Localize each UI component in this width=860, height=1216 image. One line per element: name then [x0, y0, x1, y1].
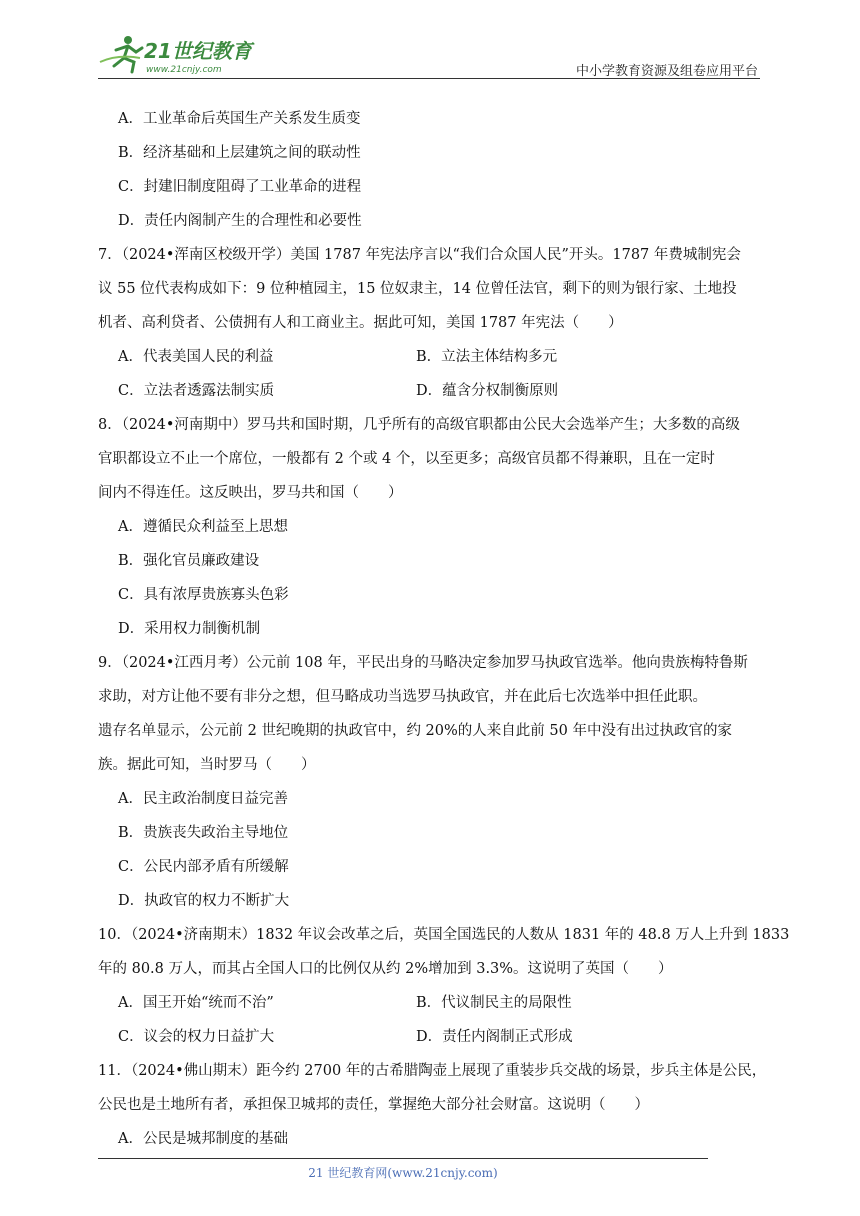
- question-9-line-3: 遗存名单显示，公元前 2 世纪晚期的执政官中，约 20%的人来自此前 50 年中没有出过执政官的家: [98, 723, 732, 739]
- question-11-line-2: 公民也是土地所有者，承担保卫城邦的责任，掌握绝大部分社会财富。这说明（ ）: [98, 1097, 649, 1113]
- question-9-option-c[interactable]: C．公民内部矛盾有所缓解: [118, 859, 289, 875]
- question-7-option-c[interactable]: C．立法者透露法制实质: [118, 383, 275, 399]
- question-11-option-a[interactable]: A．公民是城邦制度的基础: [118, 1131, 288, 1147]
- question-10-option-a[interactable]: A．国王开始“统而不治”: [118, 995, 274, 1011]
- question-9-option-d[interactable]: D．执政官的权力不断扩大: [118, 893, 290, 909]
- question-10-options-row-2: [98, 1020, 764, 1054]
- option-prev-a[interactable]: A．工业革命后英国生产关系发生质变: [118, 111, 361, 127]
- question-8-line-1: 8．（2024•河南期中）罗马共和国时期，几乎所有的高级官职都由公民大会选举产生；大多数的高级: [98, 417, 740, 433]
- option-prev-b[interactable]: B．经济基础和上层建筑之间的联动性: [118, 145, 361, 161]
- question-7-line-3: 机者、高利贷者、公债拥有人和工商业主。据此可知，美国 1787 年宪法（ ）: [98, 315, 623, 331]
- question-8-option-a[interactable]: A．遵循民众利益至上思想: [118, 519, 288, 535]
- logo-url: www.21cnjy.com: [146, 65, 222, 75]
- question-9-option-a[interactable]: A．民主政治制度日益完善: [118, 791, 288, 807]
- question-10-line-2: 年的 80.8 万人，而其占全国人口的比例仅从约 2%增加到 3.3%。这说明了英国（ ）: [98, 961, 673, 977]
- question-10-options-row-1: [98, 986, 764, 1020]
- footer-divider: [98, 1158, 708, 1159]
- question-9-line-1: 9．（2024•江西月考）公元前 108 年，平民出身的马略决定参加罗马执政官选举。他向贵族梅特鲁斯: [98, 655, 748, 671]
- option-prev-d[interactable]: D．责任内阁制产生的合理性和必要性: [118, 213, 362, 229]
- question-10-option-d[interactable]: D．责任内阁制正式形成: [416, 1029, 573, 1045]
- question-7-options-row-1: [98, 340, 764, 374]
- question-9-option-b[interactable]: B．贵族丧失政治主导地位: [118, 825, 289, 841]
- question-7-options-row-2: [98, 374, 764, 408]
- question-8-line-3: 间内不得连任。这反映出，罗马共和国（ ）: [98, 485, 403, 501]
- question-7-option-a[interactable]: A．代表美国人民的利益: [118, 349, 274, 365]
- question-9-line-2: 求助，对方让他不要有非分之想，但马略成功当选罗马执政官，并在此后七次选举中担任此职。: [98, 689, 707, 705]
- question-9-line-4: 族。据此可知，当时罗马（ ）: [98, 757, 316, 773]
- page-header: [98, 32, 758, 82]
- option-prev-c[interactable]: C．封建旧制度阻碍了工业革命的进程: [118, 179, 362, 195]
- question-7-line-1: 7．（2024•浑南区校级开学）美国 1787 年宪法序言以“我们合众国人民”开头。1787 年费城制宪会: [98, 247, 741, 263]
- question-7-option-b[interactable]: B．立法主体结构多元: [416, 349, 558, 365]
- question-8-option-d[interactable]: D．采用权力制衡机制: [118, 621, 261, 637]
- platform-title: 中小学教育资源及组卷应用平台: [575, 64, 758, 79]
- question-7-line-2: 议 55 位代表构成如下：9 位种植园主，15 位奴隶主，14 位曾任法官，剩下的则为银行家、土地投: [98, 281, 737, 297]
- question-10-option-c[interactable]: C．议会的权力日益扩大: [118, 1029, 275, 1045]
- question-content: [98, 102, 790, 1156]
- question-7-option-d[interactable]: D．蕴含分权制衡原则: [416, 383, 559, 399]
- question-10-line-1: 10．（2024•济南期末）1832 年议会改革之后，英国全国选民的人数从 1831 年的 48.8 万人上升到 1833: [98, 927, 790, 943]
- question-10-option-b[interactable]: B．代议制民主的局限性: [416, 995, 572, 1011]
- header-divider: [98, 78, 760, 79]
- question-11-line-1: 11．（2024•佛山期末）距今约 2700 年的古希腊陶壶上展现了重装步兵交战的场景，步兵主体是公民，: [98, 1063, 767, 1079]
- question-8-line-2: 官职都设立不止一个席位，一般都有 2 个或 4 个，以至更多；高级官员都不得兼职，且在一定时: [98, 451, 715, 467]
- site-logo[interactable]: [98, 32, 268, 78]
- question-8-option-b[interactable]: B．强化官员廉政建设: [118, 553, 260, 569]
- question-8-option-c[interactable]: C．具有浓厚贵族寡头色彩: [118, 587, 289, 603]
- logo-graphic: [98, 32, 268, 78]
- footer-link[interactable]: 21 世纪教育网(www.21cnjy.com): [308, 1166, 498, 1180]
- logo-text: 21世纪教育: [144, 39, 252, 63]
